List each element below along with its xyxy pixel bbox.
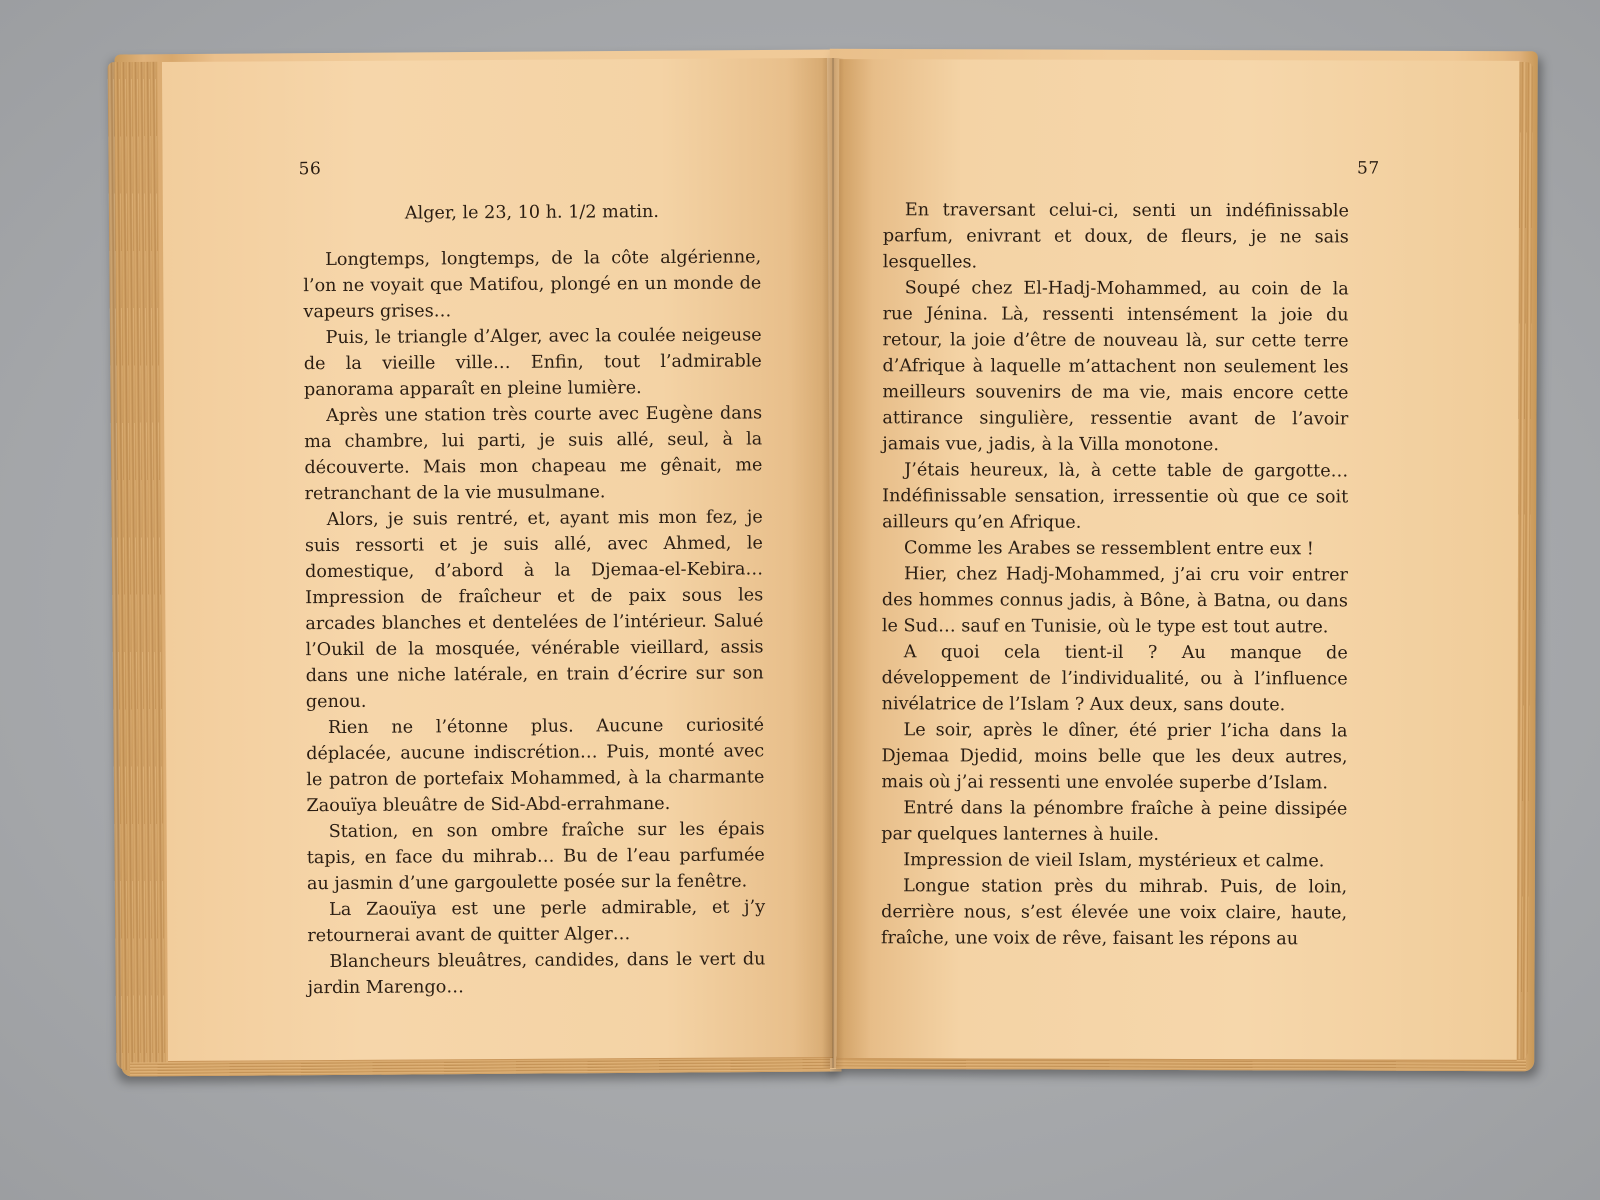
paragraph: Comme les Arabes se ressemblent entre eux ! bbox=[904, 538, 1314, 560]
paragraph: Rien ne l’étonne plus. Aucune curiosité déplacée, aucune indiscrétion… Puis, monté avec le patron de portefaix Mohammed, à la charmante Zaouïya bleuâtre de Sid-Abd-errahmane. bbox=[306, 715, 765, 817]
left-page-edges bbox=[108, 62, 167, 1070]
paragraph: Longtemps, longtemps, de la côte algérienne, l’on ne voyait que Matifou, plongé en un monde de vapeurs grises… bbox=[303, 247, 762, 323]
paragraph: En traversant celui-ci, senti un indéfinissable parfum, enivrant et doux, de fleurs, je ne sais lesquelles. bbox=[882, 200, 1349, 273]
right-page bbox=[837, 59, 1520, 1061]
paragraph: A quoi cela tient-il ? Au manque de développement de l’individualité, ou à l’influence nivélatrice de l’Islam ? Aux deux, sans doute. bbox=[881, 642, 1348, 716]
paragraph: Impression de vieil Islam, mystérieux et calme. bbox=[903, 850, 1325, 872]
paragraph: Soupé chez El-Hadj-Mohammed, au coin de la rue Jénina. Là, ressenti intensément la joie du retour, la joie d’être de nouveau là, sur cette terre d’Afrique à laquelle m’attachent non seulement les meilleurs souvenirs de ma vie, mais encore cette attirance singulière, ressentie avant de l’avoir jamais vue, jadis, à la Villa monotone. bbox=[882, 278, 1349, 456]
paragraph: La Zaouïya est une perle admirable, et j’y retournerai avant de quitter Alger… bbox=[307, 897, 766, 947]
book-gutter bbox=[822, 58, 844, 1068]
paragraph: Alors, je suis rentré, et, ayant mis mon fez, je suis ressorti et je suis allé, avec Ahmed, le domestique, d’abord à la Djemaa-el-Kebira… Impression de fraîcheur et de paix sous les arcades blanches et dentelées de l’intérieur. Salué l’Oukil de la mosquée, vénérable vieillard, assis dans une niche latérale, en train d’écrire sur son genou. bbox=[304, 507, 764, 713]
paragraph: Hier, chez Hadj-Mohammed, j’ai cru voir entrer des hommes connus jadis, à Bône, à Batna, ou dans le Sud… sauf en Tunisie, où le type est tout autre. bbox=[881, 564, 1348, 638]
left-page bbox=[162, 58, 833, 1062]
paragraph: Puis, le triangle d’Alger, avec la coulée neigeuse de la vieille ville… Enfin, tout l’admirable panorama apparaît en pleine lumière. bbox=[303, 325, 762, 401]
right-page-text bbox=[881, 197, 1349, 952]
page-number-left: 56 bbox=[298, 159, 322, 180]
page-number-right: 57 bbox=[1356, 158, 1380, 179]
dateline: Alger, le 23, 10 h. 1/2 matin. bbox=[404, 202, 659, 224]
paragraph: Entré dans la pénombre fraîche à peine dissipée par quelques lanternes à huile. bbox=[881, 798, 1348, 845]
paragraph: J’étais heureux, là, à cette table de gargotte… Indéfinissable sensation, irressentie où que ce soit ailleurs qu’en Afrique. bbox=[882, 460, 1349, 533]
left-page-text bbox=[303, 198, 766, 1001]
paragraph: Après une station très courte avec Eugène dans ma chambre, lui parti, je suis allé, seul, à la découverte. Mais mon chapeau me gênait, me retranchant de la vie musulmane. bbox=[304, 403, 763, 505]
paragraph: Le soir, après le dîner, été prier l’icha dans la Djemaa Djedid, moins belle que les deux autres, mais où j’ai ressenti une envolée superbe d’Islam. bbox=[881, 720, 1348, 794]
paragraph: Longue station près du mihrab. Puis, de loin, derrière nous, s’est élevée une voix claire, haute, fraîche, une voix de rêve, faisant les répons au bbox=[880, 876, 1348, 950]
paragraph: Station, en son ombre fraîche sur les épais tapis, en face du mihrab… Bu de l’eau parfumée au jasmin d’une gargoulette posée sur la fenêtre. bbox=[306, 819, 765, 895]
paragraph: Blancheurs bleuâtres, candides, dans le vert du jardin Marengo… bbox=[307, 949, 766, 999]
